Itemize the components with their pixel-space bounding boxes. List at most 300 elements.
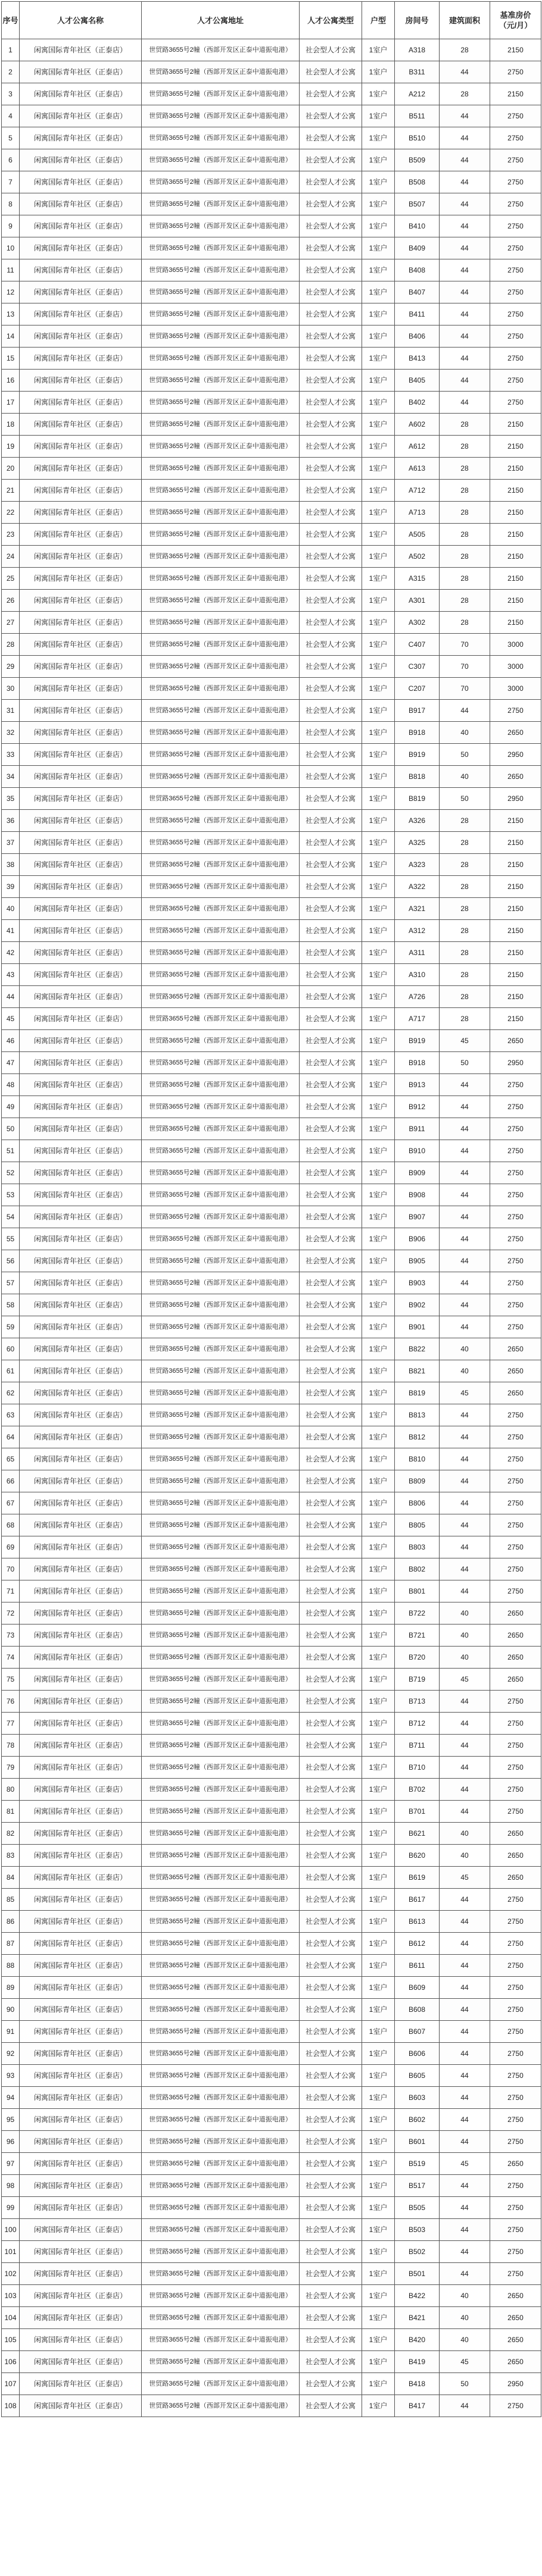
table-row [2, 986, 541, 1008]
cell-room: A326 [395, 810, 440, 832]
cell-index: 16 [2, 370, 20, 392]
cell-room: A312 [395, 920, 440, 942]
cell-name: 闲寓国际青年社区（正泰店） [20, 1558, 142, 1580]
cell-area: 44 [440, 1933, 490, 1955]
cell-area: 50 [440, 788, 490, 810]
cell-index: 60 [2, 1338, 20, 1360]
cell-area: 28 [440, 854, 490, 876]
cell-price: 2750 [490, 1735, 541, 1757]
cell-layout: 1室户 [362, 1713, 395, 1735]
cell-address: 世贸路3655号2幢（西部开发区正泰中道振电港） [142, 810, 300, 832]
cell-address: 世贸路3655号2幢（西部开发区正泰中道振电港） [142, 149, 300, 171]
cell-name: 闲寓国际青年社区（正泰店） [20, 1713, 142, 1735]
cell-type: 社会型人才公寓 [300, 281, 362, 303]
cell-room: B502 [395, 2241, 440, 2263]
cell-address: 世贸路3655号2幢（西部开发区正泰中道振电港） [142, 2307, 300, 2329]
cell-room: B918 [395, 722, 440, 744]
cell-price: 2950 [490, 1052, 541, 1074]
table-row [2, 1228, 541, 1250]
cell-price: 2150 [490, 612, 541, 634]
cell-area: 44 [440, 171, 490, 193]
cell-index: 1 [2, 39, 20, 61]
cell-price: 2750 [490, 281, 541, 303]
table-row [2, 2131, 541, 2153]
cell-room: B603 [395, 2087, 440, 2109]
cell-index: 54 [2, 1206, 20, 1228]
table-row [2, 876, 541, 898]
cell-name: 闲寓国际青年社区（正泰店） [20, 193, 142, 215]
cell-area: 44 [440, 1801, 490, 1823]
cell-area: 28 [440, 436, 490, 458]
cell-room: B905 [395, 1250, 440, 1272]
cell-name: 闲寓国际青年社区（正泰店） [20, 942, 142, 964]
cell-price: 2150 [490, 502, 541, 524]
cell-price: 2750 [490, 2109, 541, 2131]
cell-layout: 1室户 [362, 1647, 395, 1669]
cell-layout: 1室户 [362, 61, 395, 83]
cell-layout: 1室户 [362, 1889, 395, 1911]
cell-room: B311 [395, 61, 440, 83]
cell-name: 闲寓国际青年社区（正泰店） [20, 1162, 142, 1184]
cell-name: 闲寓国际青年社区（正泰店） [20, 1404, 142, 1426]
cell-room: B710 [395, 1757, 440, 1779]
cell-type: 社会型人才公寓 [300, 1294, 362, 1316]
cell-area: 44 [440, 1074, 490, 1096]
cell-index: 4 [2, 105, 20, 127]
cell-index: 92 [2, 2043, 20, 2065]
cell-price: 2750 [490, 2021, 541, 2043]
cell-address: 世贸路3655号2幢（西部开发区正泰中道振电港） [142, 1779, 300, 1801]
cell-layout: 1室户 [362, 1823, 395, 1845]
cell-area: 44 [440, 2131, 490, 2153]
cell-type: 社会型人才公寓 [300, 171, 362, 193]
table-row [2, 1999, 541, 2021]
cell-layout: 1室户 [362, 2109, 395, 2131]
cell-layout: 1室户 [362, 722, 395, 744]
cell-type: 社会型人才公寓 [300, 1779, 362, 1801]
cell-name: 闲寓国际青年社区（正泰店） [20, 612, 142, 634]
cell-layout: 1室户 [362, 2043, 395, 2065]
cell-index: 65 [2, 1448, 20, 1470]
cell-type: 社会型人才公寓 [300, 1250, 362, 1272]
cell-name: 闲寓国际青年社区（正泰店） [20, 149, 142, 171]
cell-room: B411 [395, 303, 440, 325]
cell-type: 社会型人才公寓 [300, 1184, 362, 1206]
header-index: 序号 [2, 2, 20, 39]
cell-room: B606 [395, 2043, 440, 2065]
cell-type: 社会型人才公寓 [300, 612, 362, 634]
table-row [2, 1801, 541, 1823]
cell-name: 闲寓国际青年社区（正泰店） [20, 1823, 142, 1845]
cell-price: 2750 [490, 1470, 541, 1492]
cell-layout: 1室户 [362, 1757, 395, 1779]
cell-layout: 1室户 [362, 2087, 395, 2109]
cell-index: 34 [2, 766, 20, 788]
cell-name: 闲寓国际青年社区（正泰店） [20, 281, 142, 303]
cell-index: 10 [2, 237, 20, 259]
table-row [2, 303, 541, 325]
cell-type: 社会型人才公寓 [300, 1052, 362, 1074]
cell-area: 44 [440, 1206, 490, 1228]
cell-room: B902 [395, 1294, 440, 1316]
table-row [2, 348, 541, 370]
cell-room: B421 [395, 2307, 440, 2329]
cell-area: 28 [440, 590, 490, 612]
cell-room: A325 [395, 832, 440, 854]
cell-layout: 1室户 [362, 678, 395, 700]
cell-layout: 1室户 [362, 2285, 395, 2307]
cell-room: B507 [395, 193, 440, 215]
cell-address: 世贸路3655号2幢（西部开发区正泰中道振电港） [142, 2263, 300, 2285]
header-price: 基准房价 （元/月） [490, 2, 541, 39]
cell-index: 31 [2, 700, 20, 722]
table-row [2, 1823, 541, 1845]
cell-area: 44 [440, 1184, 490, 1206]
cell-area: 44 [440, 237, 490, 259]
cell-room: B819 [395, 1382, 440, 1404]
table-row [2, 458, 541, 480]
cell-room: B822 [395, 1338, 440, 1360]
cell-price: 2650 [490, 1669, 541, 1691]
cell-index: 24 [2, 546, 20, 568]
cell-type: 社会型人才公寓 [300, 788, 362, 810]
cell-room: B621 [395, 1823, 440, 1845]
cell-area: 44 [440, 1426, 490, 1448]
table-row [2, 1426, 541, 1448]
cell-type: 社会型人才公寓 [300, 1448, 362, 1470]
cell-room: B801 [395, 1580, 440, 1602]
cell-address: 世贸路3655号2幢（西部开发区正泰中道振电港） [142, 788, 300, 810]
cell-index: 106 [2, 2351, 20, 2373]
cell-address: 世贸路3655号2幢（西部开发区正泰中道振电港） [142, 1845, 300, 1867]
cell-price: 2750 [490, 127, 541, 149]
cell-price: 2150 [490, 854, 541, 876]
cell-area: 40 [440, 766, 490, 788]
cell-index: 103 [2, 2285, 20, 2307]
cell-layout: 1室户 [362, 568, 395, 590]
cell-name: 闲寓国际青年社区（正泰店） [20, 546, 142, 568]
cell-type: 社会型人才公寓 [300, 568, 362, 590]
cell-area: 44 [440, 1140, 490, 1162]
cell-address: 世贸路3655号2幢（西部开发区正泰中道振电港） [142, 127, 300, 149]
cell-area: 50 [440, 2373, 490, 2395]
cell-room: A613 [395, 458, 440, 480]
table-row [2, 1118, 541, 1140]
cell-address: 世贸路3655号2幢（西部开发区正泰中道振电港） [142, 458, 300, 480]
cell-price: 2150 [490, 458, 541, 480]
cell-layout: 1室户 [362, 458, 395, 480]
table-row [2, 1206, 541, 1228]
cell-type: 社会型人才公寓 [300, 83, 362, 105]
cell-layout: 1室户 [362, 634, 395, 656]
cell-price: 2650 [490, 1845, 541, 1867]
cell-type: 社会型人才公寓 [300, 744, 362, 766]
cell-area: 28 [440, 568, 490, 590]
table-row [2, 2219, 541, 2241]
cell-room: A713 [395, 502, 440, 524]
cell-room: A602 [395, 414, 440, 436]
cell-address: 世贸路3655号2幢（西部开发区正泰中道振电港） [142, 1360, 300, 1382]
cell-area: 28 [440, 612, 490, 634]
cell-index: 87 [2, 1933, 20, 1955]
cell-area: 28 [440, 1008, 490, 1030]
cell-address: 世贸路3655号2幢（西部开发区正泰中道振电港） [142, 193, 300, 215]
cell-price: 2150 [490, 920, 541, 942]
table-row [2, 1911, 541, 1933]
table-row [2, 1360, 541, 1382]
table-row [2, 281, 541, 303]
cell-room: A712 [395, 480, 440, 502]
cell-address: 世贸路3655号2幢（西部开发区正泰中道振电港） [142, 700, 300, 722]
cell-type: 社会型人才公寓 [300, 2329, 362, 2351]
table-row [2, 2153, 541, 2175]
cell-price: 2750 [490, 1426, 541, 1448]
cell-index: 61 [2, 1360, 20, 1382]
cell-layout: 1室户 [362, 1977, 395, 1999]
cell-index: 82 [2, 1823, 20, 1845]
cell-price: 2750 [490, 2263, 541, 2285]
cell-area: 40 [440, 1845, 490, 1867]
cell-price: 2750 [490, 1691, 541, 1713]
table-row [2, 854, 541, 876]
cell-layout: 1室户 [362, 1316, 395, 1338]
cell-name: 闲寓国际青年社区（正泰店） [20, 1845, 142, 1867]
cell-price: 2150 [490, 942, 541, 964]
cell-area: 28 [440, 876, 490, 898]
cell-layout: 1室户 [362, 105, 395, 127]
cell-layout: 1室户 [362, 1448, 395, 1470]
cell-index: 59 [2, 1316, 20, 1338]
cell-price: 2650 [490, 722, 541, 744]
cell-name: 闲寓国际青年社区（正泰店） [20, 1911, 142, 1933]
cell-price: 2650 [490, 766, 541, 788]
cell-layout: 1室户 [362, 1162, 395, 1184]
cell-address: 世贸路3655号2幢（西部开发区正泰中道振电港） [142, 1162, 300, 1184]
cell-area: 44 [440, 303, 490, 325]
cell-area: 44 [440, 2021, 490, 2043]
cell-type: 社会型人才公寓 [300, 2153, 362, 2175]
cell-area: 44 [440, 2043, 490, 2065]
cell-layout: 1室户 [362, 83, 395, 105]
header-type: 人才公寓类型 [300, 2, 362, 39]
cell-name: 闲寓国际青年社区（正泰店） [20, 876, 142, 898]
cell-address: 世贸路3655号2幢（西部开发区正泰中道振电港） [142, 678, 300, 700]
cell-layout: 1室户 [362, 1779, 395, 1801]
cell-type: 社会型人才公寓 [300, 2285, 362, 2307]
cell-area: 44 [440, 2263, 490, 2285]
cell-type: 社会型人才公寓 [300, 832, 362, 854]
apartment-table [1, 1, 541, 2417]
cell-area: 44 [440, 1492, 490, 1514]
cell-price: 2750 [490, 1448, 541, 1470]
cell-area: 40 [440, 1625, 490, 1647]
cell-index: 66 [2, 1470, 20, 1492]
cell-type: 社会型人才公寓 [300, 61, 362, 83]
cell-layout: 1室户 [362, 1999, 395, 2021]
cell-address: 世贸路3655号2幢（西部开发区正泰中道振电港） [142, 1118, 300, 1140]
cell-name: 闲寓国际青年社区（正泰店） [20, 1735, 142, 1757]
cell-layout: 1室户 [362, 942, 395, 964]
cell-price: 2750 [490, 2197, 541, 2219]
cell-price: 2750 [490, 237, 541, 259]
cell-address: 世贸路3655号2幢（西部开发区正泰中道振电港） [142, 1647, 300, 1669]
table-row [2, 1735, 541, 1757]
cell-area: 44 [440, 1096, 490, 1118]
cell-type: 社会型人才公寓 [300, 1558, 362, 1580]
cell-name: 闲寓国际青年社区（正泰店） [20, 1030, 142, 1052]
cell-layout: 1室户 [362, 2329, 395, 2351]
cell-type: 社会型人才公寓 [300, 1713, 362, 1735]
cell-area: 44 [440, 1536, 490, 1558]
cell-price: 2750 [490, 325, 541, 348]
header-row [2, 2, 541, 39]
cell-name: 闲寓国际青年社区（正泰店） [20, 215, 142, 237]
cell-type: 社会型人才公寓 [300, 1316, 362, 1338]
cell-area: 44 [440, 392, 490, 414]
cell-room: A502 [395, 546, 440, 568]
cell-index: 76 [2, 1691, 20, 1713]
cell-room: B711 [395, 1735, 440, 1757]
table-row [2, 325, 541, 348]
cell-layout: 1室户 [362, 2197, 395, 2219]
cell-address: 世贸路3655号2幢（西部开发区正泰中道振电港） [142, 1096, 300, 1118]
cell-name: 闲寓国际青年社区（正泰店） [20, 964, 142, 986]
cell-area: 28 [440, 810, 490, 832]
cell-price: 2950 [490, 2373, 541, 2395]
table-row [2, 1008, 541, 1030]
table-row [2, 2285, 541, 2307]
cell-price: 2750 [490, 1514, 541, 1536]
cell-index: 11 [2, 259, 20, 281]
cell-type: 社会型人才公寓 [300, 2131, 362, 2153]
cell-type: 社会型人才公寓 [300, 1228, 362, 1250]
cell-type: 社会型人才公寓 [300, 1602, 362, 1625]
table-row [2, 1558, 541, 1580]
cell-room: B609 [395, 1977, 440, 1999]
cell-price: 2650 [490, 2285, 541, 2307]
cell-type: 社会型人才公寓 [300, 2263, 362, 2285]
cell-room: B503 [395, 2219, 440, 2241]
cell-index: 2 [2, 61, 20, 83]
cell-index: 88 [2, 1955, 20, 1977]
cell-type: 社会型人才公寓 [300, 766, 362, 788]
cell-area: 45 [440, 1867, 490, 1889]
table-row [2, 1757, 541, 1779]
cell-room: B720 [395, 1647, 440, 1669]
table-row [2, 436, 541, 458]
cell-name: 闲寓国际青年社区（正泰店） [20, 898, 142, 920]
cell-type: 社会型人才公寓 [300, 1140, 362, 1162]
cell-address: 世贸路3655号2幢（西部开发区正泰中道振电港） [142, 744, 300, 766]
cell-room: B919 [395, 1030, 440, 1052]
cell-name: 闲寓国际青年社区（正泰店） [20, 2175, 142, 2197]
cell-price: 2150 [490, 832, 541, 854]
cell-layout: 1室户 [362, 1382, 395, 1404]
table-row [2, 722, 541, 744]
cell-name: 闲寓国际青年社区（正泰店） [20, 237, 142, 259]
cell-room: B408 [395, 259, 440, 281]
cell-area: 44 [440, 2395, 490, 2417]
cell-area: 28 [440, 964, 490, 986]
cell-address: 世贸路3655号2幢（西部开发区正泰中道振电港） [142, 2197, 300, 2219]
cell-name: 闲寓国际青年社区（正泰店） [20, 2307, 142, 2329]
cell-index: 32 [2, 722, 20, 744]
cell-layout: 1室户 [362, 1140, 395, 1162]
cell-type: 社会型人才公寓 [300, 1426, 362, 1448]
cell-room: B406 [395, 325, 440, 348]
cell-room: B422 [395, 2285, 440, 2307]
cell-price: 2750 [490, 2131, 541, 2153]
cell-index: 97 [2, 2153, 20, 2175]
cell-room: B702 [395, 1779, 440, 1801]
cell-address: 世贸路3655号2幢（西部开发区正泰中道振电港） [142, 2351, 300, 2373]
cell-index: 69 [2, 1536, 20, 1558]
cell-room: B612 [395, 1933, 440, 1955]
table-row [2, 1096, 541, 1118]
cell-index: 55 [2, 1228, 20, 1250]
cell-type: 社会型人才公寓 [300, 1647, 362, 1669]
cell-name: 闲寓国际青年社区（正泰店） [20, 1536, 142, 1558]
cell-index: 5 [2, 127, 20, 149]
cell-area: 44 [440, 1955, 490, 1977]
cell-room: B619 [395, 1867, 440, 1889]
cell-address: 世贸路3655号2幢（西部开发区正泰中道振电港） [142, 2065, 300, 2087]
cell-price: 2750 [490, 1933, 541, 1955]
cell-index: 91 [2, 2021, 20, 2043]
table-row [2, 502, 541, 524]
cell-price: 2750 [490, 1492, 541, 1514]
cell-price: 2750 [490, 1580, 541, 1602]
cell-price: 2650 [490, 2329, 541, 2351]
cell-layout: 1室户 [362, 1250, 395, 1272]
cell-price: 2150 [490, 524, 541, 546]
table-row [2, 1140, 541, 1162]
cell-index: 75 [2, 1669, 20, 1691]
cell-area: 28 [440, 546, 490, 568]
cell-layout: 1室户 [362, 1272, 395, 1294]
table-row [2, 1580, 541, 1602]
cell-area: 44 [440, 281, 490, 303]
cell-name: 闲寓国际青年社区（正泰店） [20, 2065, 142, 2087]
cell-area: 28 [440, 832, 490, 854]
cell-type: 社会型人才公寓 [300, 700, 362, 722]
cell-name: 闲寓国际青年社区（正泰店） [20, 1602, 142, 1625]
cell-area: 28 [440, 83, 490, 105]
cell-type: 社会型人才公寓 [300, 1470, 362, 1492]
table-row [2, 1536, 541, 1558]
cell-address: 世贸路3655号2幢（西部开发区正泰中道振电港） [142, 1030, 300, 1052]
cell-name: 闲寓国际青年社区（正泰店） [20, 2219, 142, 2241]
cell-layout: 1室户 [362, 1074, 395, 1096]
cell-name: 闲寓国际青年社区（正泰店） [20, 700, 142, 722]
cell-type: 社会型人才公寓 [300, 810, 362, 832]
cell-price: 2750 [490, 1206, 541, 1228]
cell-type: 社会型人才公寓 [300, 1118, 362, 1140]
cell-address: 世贸路3655号2幢（西部开发区正泰中道振电港） [142, 1801, 300, 1823]
cell-address: 世贸路3655号2幢（西部开发区正泰中道振电港） [142, 832, 300, 854]
cell-index: 47 [2, 1052, 20, 1074]
cell-room: B407 [395, 281, 440, 303]
cell-type: 社会型人才公寓 [300, 634, 362, 656]
cell-room: B607 [395, 2021, 440, 2043]
cell-area: 44 [440, 1294, 490, 1316]
cell-price: 2750 [490, 259, 541, 281]
cell-layout: 1室户 [362, 1492, 395, 1514]
cell-room: B701 [395, 1801, 440, 1823]
cell-index: 13 [2, 303, 20, 325]
cell-address: 世贸路3655号2幢（西部开发区正泰中道振电港） [142, 1602, 300, 1625]
cell-type: 社会型人才公寓 [300, 1801, 362, 1823]
